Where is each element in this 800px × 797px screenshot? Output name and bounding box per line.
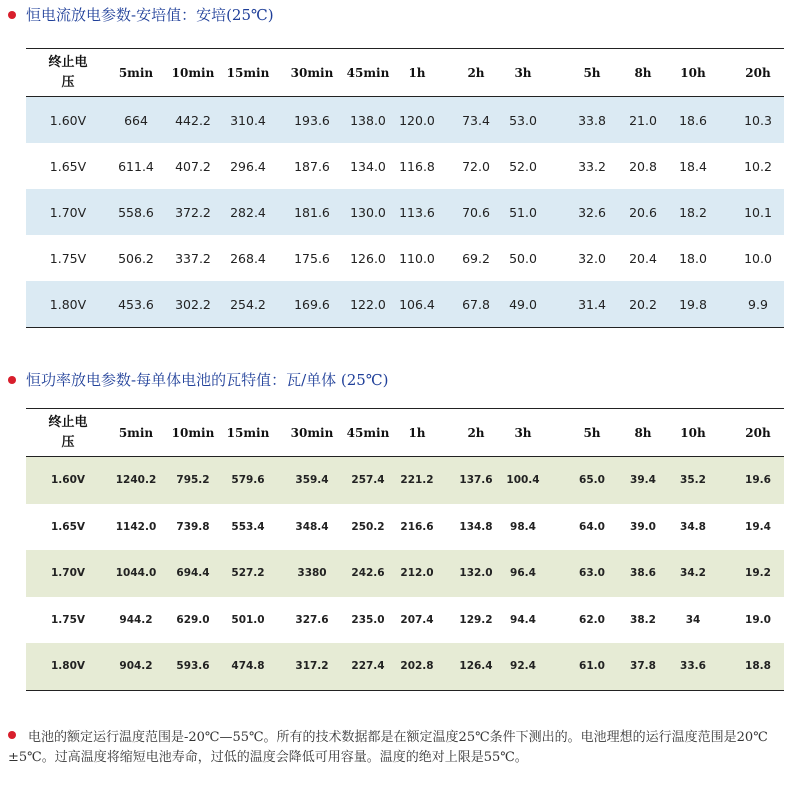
table-cell: 35.2 — [680, 474, 706, 487]
table-cell: 216.6 — [400, 520, 434, 533]
table-cell: 579.6 — [231, 474, 265, 487]
table-cell: 106.4 — [399, 296, 435, 312]
column-header-5min: 5min — [118, 65, 154, 80]
table-cell: 317.2 — [295, 660, 329, 673]
table-cell: 944.2 — [119, 613, 153, 626]
table-cell: 20.8 — [629, 158, 657, 174]
table-cell: 337.2 — [175, 250, 211, 266]
table-cell: 64.0 — [579, 520, 605, 533]
table-cell: 558.6 — [118, 204, 154, 220]
table-cell: 72.0 — [462, 158, 490, 174]
table-cell: 212.0 — [400, 567, 434, 580]
column-header-45min: 45min — [346, 425, 390, 440]
column-header-10min: 10min — [171, 65, 215, 80]
column-header-2h: 2h — [467, 65, 485, 80]
table-cell: 120.0 — [399, 112, 435, 128]
table-cell: 130.0 — [350, 204, 386, 220]
table-cell: 10.1 — [744, 204, 772, 220]
table-bottom-rule — [26, 690, 784, 691]
table-cell: 20.2 — [629, 296, 657, 312]
column-header-5min: 5min — [118, 425, 154, 440]
row-label-voltage: 1.65V — [49, 158, 87, 174]
table-cell: 18.2 — [679, 204, 707, 220]
table-cell: 51.0 — [509, 204, 537, 220]
table-cell: 19.8 — [679, 296, 707, 312]
table-cell: 268.4 — [230, 250, 266, 266]
column-header-5h: 5h — [583, 65, 601, 80]
table-cell: 242.6 — [351, 567, 385, 580]
table-row — [26, 457, 784, 504]
table-cell: 94.4 — [510, 613, 536, 626]
column-header-20h: 20h — [745, 65, 771, 80]
table-cell: 92.4 — [510, 660, 536, 673]
table-cell: 169.6 — [294, 296, 330, 312]
table-row — [26, 504, 784, 551]
temperature-note-text: 电池的额定运行温度范围是-20℃—55℃。所有的技术数据都是在额定温度25℃条件下测出的。电池理想的运行温度范围是20℃±5℃。过高温度将缩短电池寿命，过低的温度会降低可用容量。温度的绝对上限是55℃。 — [8, 730, 768, 765]
table-row — [26, 235, 784, 281]
table-cell: 53.0 — [509, 112, 537, 128]
table-cell: 296.4 — [230, 158, 266, 174]
table-cell: 19.4 — [745, 520, 771, 533]
table-cell: 113.6 — [399, 204, 435, 220]
table-cell: 221.2 — [400, 474, 434, 487]
table-cell: 18.6 — [679, 112, 707, 128]
column-header-3h: 3h — [514, 425, 532, 440]
column-header-8h: 8h — [634, 65, 652, 80]
table-cell: 65.0 — [579, 474, 605, 487]
column-header-8h: 8h — [634, 425, 652, 440]
table-cell: 20.4 — [629, 250, 657, 266]
table-cell: 257.4 — [351, 474, 385, 487]
constant-power-table — [26, 408, 784, 691]
table-cell: 37.8 — [630, 660, 656, 673]
table-cell: 18.4 — [679, 158, 707, 174]
column-header-15min: 15min — [226, 425, 270, 440]
table-cell: 19.0 — [745, 613, 771, 626]
table-header-row — [26, 49, 784, 96]
table-bottom-rule — [26, 327, 784, 328]
table-cell: 175.6 — [294, 250, 330, 266]
table-cell: 19.2 — [745, 567, 771, 580]
column-header-5h: 5h — [583, 425, 601, 440]
table-cell: 126.0 — [350, 250, 386, 266]
table-cell: 372.2 — [175, 204, 211, 220]
table-cell: 739.8 — [176, 520, 210, 533]
table-row — [26, 643, 784, 690]
row-label-voltage: 1.70V — [49, 204, 87, 220]
table-cell: 207.4 — [400, 613, 434, 626]
section-title-constant-power — [8, 369, 388, 390]
table-cell: 310.4 — [230, 112, 266, 128]
table-cell: 202.8 — [400, 660, 434, 673]
table-cell: 1240.2 — [115, 474, 157, 487]
table-cell: 302.2 — [175, 296, 211, 312]
row-label-voltage: 1.70V — [50, 567, 86, 580]
table-cell: 235.0 — [351, 613, 385, 626]
table-cell: 506.2 — [118, 250, 154, 266]
bullet-icon — [8, 11, 16, 19]
column-header-2h: 2h — [467, 425, 485, 440]
table-cell: 20.6 — [629, 204, 657, 220]
column-header-10h: 10h — [680, 425, 706, 440]
table-cell: 137.6 — [459, 474, 493, 487]
table-cell: 407.2 — [175, 158, 211, 174]
row-label-voltage: 1.60V — [50, 474, 86, 487]
row-label-voltage: 1.65V — [50, 520, 86, 533]
table-cell: 611.4 — [118, 158, 154, 174]
table-cell: 10.2 — [744, 158, 772, 174]
table-row — [26, 97, 784, 143]
table-cell: 33.6 — [680, 660, 706, 673]
table-row — [26, 143, 784, 189]
table-cell: 19.6 — [745, 474, 771, 487]
table-cell: 100.4 — [506, 474, 540, 487]
table-cell: 31.4 — [578, 296, 606, 312]
table-cell: 134.0 — [350, 158, 386, 174]
column-header-30min: 30min — [290, 65, 334, 80]
table-cell: 181.6 — [294, 204, 330, 220]
table-row — [26, 550, 784, 597]
table-cell: 61.0 — [579, 660, 605, 673]
column-header-45min: 45min — [346, 65, 390, 80]
table-cell: 34.8 — [680, 520, 706, 533]
table-cell: 69.2 — [462, 250, 490, 266]
table-cell: 187.6 — [294, 158, 330, 174]
row-label-voltage: 1.75V — [49, 250, 87, 266]
bullet-icon — [8, 376, 16, 384]
table-cell: 593.6 — [176, 660, 210, 673]
table-cell: 126.4 — [459, 660, 493, 673]
table-cell: 254.2 — [230, 296, 266, 312]
section-title-text: 恒功率放电参数-每单体电池的瓦特值：瓦/单体 (25℃) — [26, 371, 389, 389]
column-header-1h: 1h — [408, 65, 426, 80]
table-cell: 38.6 — [630, 567, 656, 580]
column-header-end-voltage: 终止电压 — [48, 54, 88, 90]
table-cell: 138.0 — [350, 112, 386, 128]
table-cell: 62.0 — [579, 613, 605, 626]
table-cell: 553.4 — [231, 520, 265, 533]
table-cell: 442.2 — [175, 112, 211, 128]
table-cell: 21.0 — [629, 112, 657, 128]
table-cell: 348.4 — [295, 520, 329, 533]
table-cell: 63.0 — [579, 567, 605, 580]
table-cell: 227.4 — [351, 660, 385, 673]
table-cell: 250.2 — [351, 520, 385, 533]
column-header-30min: 30min — [290, 425, 334, 440]
table-cell: 34.2 — [680, 567, 706, 580]
table-cell: 359.4 — [295, 474, 329, 487]
table-cell: 18.8 — [745, 660, 771, 673]
column-header-end-voltage: 终止电压 — [48, 414, 88, 450]
temperature-note — [8, 728, 788, 768]
table-cell: 116.8 — [399, 158, 435, 174]
table-cell: 10.3 — [744, 112, 772, 128]
table-cell: 1142.0 — [115, 520, 157, 533]
table-cell: 795.2 — [176, 474, 210, 487]
column-header-10h: 10h — [680, 65, 706, 80]
bullet-icon — [8, 731, 16, 739]
row-label-voltage: 1.60V — [49, 112, 87, 128]
table-cell: 39.0 — [630, 520, 656, 533]
table-cell: 18.0 — [679, 250, 707, 266]
table-cell: 694.4 — [176, 567, 210, 580]
section-title-text: 恒电流放电参数-安培值：安培(25℃) — [26, 6, 274, 24]
table-cell: 453.6 — [118, 296, 154, 312]
table-cell: 122.0 — [350, 296, 386, 312]
table-cell: 70.6 — [462, 204, 490, 220]
table-cell: 282.4 — [230, 204, 266, 220]
table-cell: 67.8 — [462, 296, 490, 312]
table-cell: 327.6 — [295, 613, 329, 626]
table-cell: 629.0 — [176, 613, 210, 626]
table-cell: 98.4 — [510, 520, 536, 533]
table-cell: 527.2 — [231, 567, 265, 580]
table-cell: 96.4 — [510, 567, 536, 580]
table-row — [26, 597, 784, 644]
table-cell: 110.0 — [399, 250, 435, 266]
table-cell: 32.6 — [578, 204, 606, 220]
table-cell: 3380 — [297, 567, 327, 580]
table-cell: 52.0 — [509, 158, 537, 174]
row-label-voltage: 1.80V — [50, 660, 86, 673]
table-cell: 39.4 — [630, 474, 656, 487]
table-cell: 1044.0 — [115, 567, 157, 580]
table-cell: 32.0 — [578, 250, 606, 266]
table-row — [26, 189, 784, 235]
table-cell: 50.0 — [509, 250, 537, 266]
table-cell: 132.0 — [459, 567, 493, 580]
table-cell: 38.2 — [630, 613, 656, 626]
constant-current-table — [26, 48, 784, 328]
table-cell: 33.2 — [578, 158, 606, 174]
table-cell: 474.8 — [231, 660, 265, 673]
table-cell: 34 — [685, 613, 701, 626]
table-cell: 904.2 — [119, 660, 153, 673]
column-header-10min: 10min — [171, 425, 215, 440]
row-label-voltage: 1.80V — [49, 296, 87, 312]
table-header-row — [26, 409, 784, 456]
table-cell: 10.0 — [744, 250, 772, 266]
table-cell: 129.2 — [459, 613, 493, 626]
column-header-20h: 20h — [745, 425, 771, 440]
table-cell: 193.6 — [294, 112, 330, 128]
table-cell: 49.0 — [509, 296, 537, 312]
row-label-voltage: 1.75V — [50, 613, 86, 626]
column-header-15min: 15min — [226, 65, 270, 80]
table-cell: 9.9 — [748, 296, 768, 312]
table-cell: 33.8 — [578, 112, 606, 128]
table-cell: 73.4 — [462, 112, 490, 128]
table-cell: 501.0 — [231, 613, 265, 626]
column-header-3h: 3h — [514, 65, 532, 80]
column-header-1h: 1h — [408, 425, 426, 440]
section-title-constant-current — [8, 4, 274, 25]
table-cell: 134.8 — [459, 520, 493, 533]
table-cell: 664 — [124, 112, 148, 128]
table-row — [26, 281, 784, 327]
